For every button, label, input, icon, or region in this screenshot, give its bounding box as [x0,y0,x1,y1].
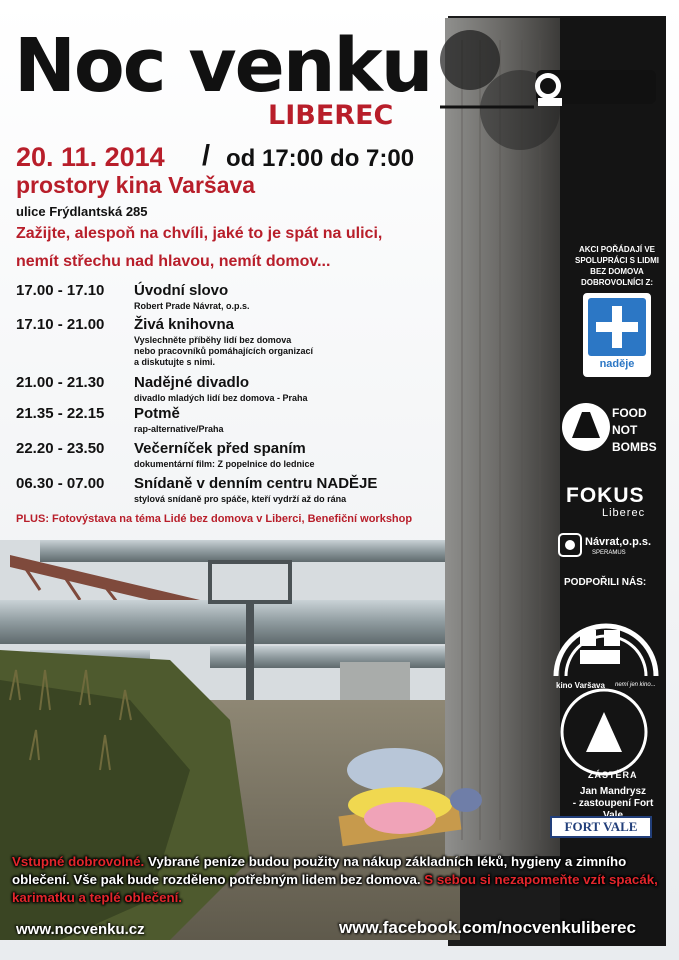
program-name: Úvodní slovo [134,282,229,299]
city-label: LIBEREC [268,100,394,131]
program-time: 06.30 - 07.00 [16,475,105,492]
program-time: 22.20 - 23.50 [16,440,105,457]
program-name: Večerníček před spaním [134,440,306,457]
fokus-logo: FOKUS [566,484,645,507]
navrat-subtitle: SPERAMUS [592,550,626,556]
program-name: Nadějné divadlo [134,374,250,391]
kino-varsava-logo: kino Varšava [556,681,605,690]
organizers-text: AKCI POŘÁDAJÍ VE SPOLUPRÁCI S LIDMI BEZ DOMOVA DOBROVOLNÍCI Z: [574,245,659,287]
fokus-subtitle: Liberec [602,507,646,519]
kino-varsava-slogan: nemí jen kino... [615,682,656,688]
event-time: od 17:00 do 7:00 [226,145,415,172]
website-link[interactable]: www.nocvenku.cz [16,921,145,938]
date-separator: / [202,140,211,172]
zastera-logo: ZÁSTĚRA [588,770,638,780]
program-time: 17.00 - 17.10 [16,282,105,299]
nadeje-label: naděje [599,358,635,370]
plus-note: PLUS: Fotovýstava na téma Lidé bez domova v Liberci, Benefiční workshop [16,513,413,525]
program-desc: rap-alternative/Praha [134,424,224,434]
program-desc: dokumentární film: Z popelnice do lednice [134,459,315,469]
navrat-logo: Návrat,o.p.s. [585,536,652,548]
mandrysz-text: Jan Mandrysz - zastoupení Fort [572,786,654,809]
footer-entry-note: Vstupné dobrovolné. [12,854,145,869]
program-desc: stylová snídaně pro spáče, kteří vydrží až do rána [134,494,347,504]
program-time: 21.00 - 21.30 [16,374,105,391]
tagline-line-1: Zažijte, alespoň na chvíli, jaké to je spát na ulici, [16,225,383,242]
program-time: 17.10 - 21.00 [16,316,105,333]
footer-bring-note: S sebou si nezapomeňte vzít spacák, karimatku a teplé oblečení. [12,872,658,905]
event-date: 20. 11. 2014 [16,142,165,172]
event-venue: prostory kina Varšava [16,172,256,198]
footer-body: Vybrané peníze budou použity na nákup základních léků, hygieny a zimního oblečení. Vše pak bude rozděleno potřebným lidem bez domova. [12,854,627,887]
program-desc: Robert Prade Návrat, o.p.s. [134,301,250,311]
cross-icon [588,298,646,356]
food-not-bombs-logo: FOOD NOT BOMBS [612,406,657,454]
tagline-line-2: nemít střechu nad hlavou, nemít domov... [16,253,331,270]
fort-vale-logo: FORT VALE [550,816,652,838]
program-time: 21.35 - 22.15 [16,405,105,422]
program-desc: divadlo mladých lidí bez domova - Praha [134,393,308,403]
footer-text [12,853,667,907]
nadeje-logo [583,293,651,377]
supported-by-heading: PODPOŘILI NÁS: [564,577,647,588]
poster-title: Noc venku [14,23,432,109]
program-desc: Vyslechněte příběhy lidí bez domova nebo pracovníků pomáhajících organizací a diskutujte s nimi. [134,335,314,367]
event-street: ulice Frýdlantská 285 [16,204,148,219]
program-name: Živá knihovna [134,316,235,333]
facebook-link[interactable]: www.facebook.com/nocvenkuliberec [339,918,636,937]
program-name: Snídaně v denním centru NADĚJE [134,475,378,492]
program-name: Potmě [134,405,180,422]
